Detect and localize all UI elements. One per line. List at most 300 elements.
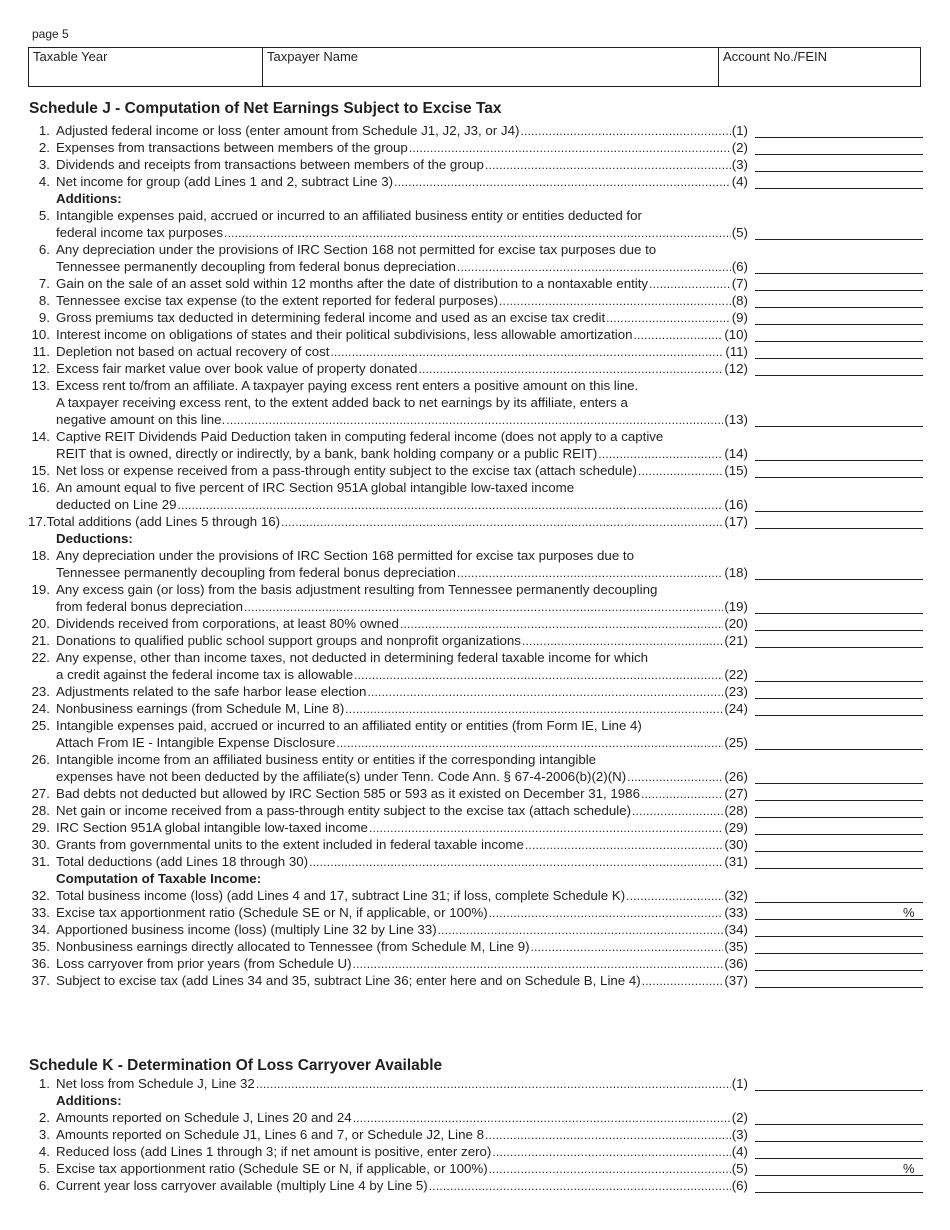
amount-entry-field[interactable] xyxy=(755,171,923,172)
dot-leader xyxy=(429,1177,731,1195)
amount-entry-field[interactable] xyxy=(755,936,923,937)
line-continuation-row xyxy=(0,241,950,258)
dot-leader xyxy=(418,360,723,378)
dot-leader xyxy=(606,309,731,327)
dot-leader xyxy=(281,513,723,531)
line-leader-group xyxy=(56,224,748,242)
dot-leader xyxy=(178,496,724,514)
line-leader-group xyxy=(56,1126,748,1144)
line-ref: (33) xyxy=(724,905,748,920)
amount-entry-field[interactable] xyxy=(755,902,923,903)
line-text: Attach From IE - Intangible Expense Disclosure xyxy=(56,735,336,750)
amount-entry-field[interactable] xyxy=(755,324,923,325)
line-number: 29. xyxy=(31,820,50,835)
line-leader-group xyxy=(56,700,748,718)
schedule-j-lines xyxy=(0,122,950,989)
line-leader-group xyxy=(56,292,748,310)
dot-leader xyxy=(244,598,723,616)
line-ref: (5) xyxy=(731,1161,748,1176)
line-description xyxy=(56,802,748,820)
line-continuation-row xyxy=(0,649,950,666)
line-text: REIT that is owned, directly or indirectly, by a bank, bank holding company or a public REIT) xyxy=(56,446,598,461)
sublabel-text: Deductions: xyxy=(56,531,133,546)
line-text: Adjusted federal income or loss (enter amount from Schedule J1, J2, J3, or J4) xyxy=(56,123,520,138)
line-leader-group xyxy=(56,496,748,514)
amount-entry-field[interactable] xyxy=(755,1158,923,1159)
line-continuation-row xyxy=(0,428,950,445)
line-ref: (6) xyxy=(731,259,748,274)
line-leader-group xyxy=(56,139,748,157)
line-continuation-row xyxy=(0,581,950,598)
line-description xyxy=(56,734,748,752)
dot-leader xyxy=(626,887,723,905)
amount-entry-field[interactable] xyxy=(755,137,923,138)
dot-leader xyxy=(224,224,731,242)
amount-entry-field[interactable] xyxy=(755,953,923,954)
amount-entry-field[interactable] xyxy=(755,715,923,716)
line-description xyxy=(56,309,748,327)
dot-leader xyxy=(489,904,724,922)
line-text: Any depreciation under the provisions of IRC Section 168 permitted for excise tax purposes due to xyxy=(56,548,634,563)
line-leader-group xyxy=(56,836,748,854)
line-number: 21. xyxy=(31,633,50,648)
form-line xyxy=(0,734,950,751)
amount-entry-field[interactable] xyxy=(755,154,923,155)
line-leader-group xyxy=(56,343,748,361)
amount-entry-field[interactable] xyxy=(755,613,923,614)
amount-entry-field[interactable] xyxy=(755,375,923,376)
line-leader-group xyxy=(56,632,748,650)
line-description xyxy=(28,513,748,531)
line-description xyxy=(56,853,748,871)
header-box xyxy=(28,47,921,87)
amount-entry-field[interactable] xyxy=(755,511,923,512)
line-ref: (14) xyxy=(724,446,748,461)
line-number: 6. xyxy=(38,242,50,257)
amount-entry-field[interactable] xyxy=(755,647,923,648)
line-number: 5. xyxy=(38,1161,50,1176)
percent-sign: % xyxy=(903,1161,915,1176)
dot-leader xyxy=(409,139,731,157)
line-ref: (30) xyxy=(724,837,748,852)
line-text: Grants from governmental units to the extent included in federal taxable income xyxy=(56,837,524,852)
form-line xyxy=(0,904,950,921)
amount-entry-field[interactable] xyxy=(755,579,923,580)
line-text: Adjustments related to the safe harbor lease election xyxy=(56,684,367,699)
line-number: 10. xyxy=(31,327,50,342)
line-text: Expenses from transactions between members of the group xyxy=(56,140,408,155)
line-leader-group xyxy=(56,785,748,803)
line-ref: (4) xyxy=(731,1144,748,1159)
line-ref: (9) xyxy=(731,310,748,325)
line-leader-group xyxy=(56,445,748,463)
form-line xyxy=(0,496,950,513)
line-text: Dividends and receipts from transactions between members of the group xyxy=(56,157,484,172)
amount-entry-field[interactable] xyxy=(755,970,923,971)
line-description xyxy=(56,819,748,837)
section-sublabel xyxy=(0,870,950,887)
line-text: federal income tax purposes xyxy=(56,225,224,240)
line-ref: (10) xyxy=(724,327,748,342)
form-line xyxy=(0,802,950,819)
line-leader-group xyxy=(56,122,748,140)
line-continuation-row xyxy=(0,377,950,394)
line-number: 24. xyxy=(31,701,50,716)
line-number: 36. xyxy=(31,956,50,971)
amount-entry-field[interactable] xyxy=(755,817,923,818)
form-line xyxy=(0,224,950,241)
form-line xyxy=(0,615,950,632)
dot-leader xyxy=(345,700,723,718)
line-ref: (32) xyxy=(724,888,748,903)
line-description xyxy=(56,1177,748,1195)
line-leader-group xyxy=(56,1160,748,1178)
line-leader-group xyxy=(56,734,748,752)
amount-entry-field[interactable] xyxy=(755,1192,923,1193)
amount-entry-field[interactable] xyxy=(755,851,923,852)
line-description xyxy=(56,598,748,616)
schedule-k-title: Schedule K - Determination Of Loss Carryover Available xyxy=(29,1057,443,1074)
amount-entry-field[interactable] xyxy=(755,698,923,699)
line-leader-group xyxy=(56,1177,748,1195)
schedule-k-lines xyxy=(0,1075,950,1194)
line-leader-group xyxy=(56,938,748,956)
line-ref: (37) xyxy=(724,973,748,988)
line-continuation-row xyxy=(0,394,950,411)
line-leader-group xyxy=(56,258,748,276)
amount-entry-field[interactable] xyxy=(755,188,923,189)
amount-entry-field[interactable] xyxy=(755,1141,923,1142)
line-text: Gain on the sale of an asset sold within 12 months after the date of distribution to a nontaxable entity xyxy=(56,276,649,291)
amount-entry-field[interactable] xyxy=(755,834,923,835)
line-leader-group xyxy=(56,666,748,684)
form-line xyxy=(0,564,950,581)
line-text: expenses have not been deducted by the affiliate(s) under Tenn. Code Ann. § 67-4-2006(b)(2)(N) xyxy=(56,769,627,784)
line-text: 17.Total additions (add Lines 5 through 16) xyxy=(28,514,281,529)
line-number: 16. xyxy=(31,480,50,495)
line-ref: (5) xyxy=(731,225,748,240)
section-sublabel xyxy=(0,190,950,207)
dot-leader xyxy=(331,343,725,361)
amount-entry-field[interactable] xyxy=(755,1090,923,1091)
line-text: An amount equal to five percent of IRC Section 951A global intangible low-taxed income xyxy=(56,480,575,495)
form-line xyxy=(0,258,950,275)
page-number: page 5 xyxy=(32,27,69,41)
dot-leader xyxy=(400,615,723,633)
line-text: Intangible expenses paid, accrued or incurred to an affiliated entity or entities (from Form IE, Line 4) xyxy=(56,718,642,733)
line-description xyxy=(56,445,748,463)
amount-entry-field[interactable] xyxy=(755,800,923,801)
line-ref: (7) xyxy=(731,276,748,291)
dot-leader xyxy=(632,802,723,820)
dot-leader xyxy=(485,1126,731,1144)
form-line xyxy=(0,819,950,836)
amount-entry-field[interactable] xyxy=(755,290,923,291)
amount-entry-field[interactable] xyxy=(755,987,923,988)
line-text: Current year loss carryover available (multiply Line 4 by Line 5) xyxy=(56,1178,428,1193)
amount-entry-field[interactable] xyxy=(755,426,923,427)
line-text: Any expense, other than income taxes, not deducted in determining federal taxable income for which xyxy=(56,650,649,665)
amount-entry-field[interactable] xyxy=(755,307,923,308)
line-leader-group xyxy=(56,462,748,480)
line-text: Loss carryover from prior years (from Schedule U) xyxy=(56,956,352,971)
line-text: Apportioned business income (loss) (multiply Line 32 by Line 33) xyxy=(56,922,437,937)
line-ref: (21) xyxy=(724,633,748,648)
line-description xyxy=(56,700,748,718)
line-text: Net loss from Schedule J, Line 32 xyxy=(56,1076,255,1091)
line-leader-group xyxy=(56,173,748,191)
form-line xyxy=(0,666,950,683)
form-line xyxy=(0,1143,950,1160)
line-ref: (17) xyxy=(724,514,748,529)
line-text: Reduced loss (add Lines 1 through 3; if net amount is positive, enter zero) xyxy=(56,1144,492,1159)
line-leader-group xyxy=(56,326,748,344)
dot-leader xyxy=(638,462,723,480)
line-text: from federal bonus depreciation xyxy=(56,599,244,614)
line-text: Any depreciation under the provisions of IRC Section 168 not permitted for excise tax purposes due to xyxy=(56,242,657,257)
line-leader-group xyxy=(56,683,748,701)
form-line xyxy=(0,632,950,649)
line-text: Donations to qualified public school support groups and nonprofit organizations xyxy=(56,633,521,648)
line-description xyxy=(56,564,748,582)
line-text: Nonbusiness earnings (from Schedule M, Line 8) xyxy=(56,701,345,716)
line-continuation-row xyxy=(0,479,950,496)
line-number: 12. xyxy=(31,361,50,376)
form-line xyxy=(0,955,950,972)
line-description xyxy=(56,921,748,939)
line-leader-group xyxy=(56,1075,748,1093)
line-text: Intangible income from an affiliated business entity or entities if the corresponding intangible xyxy=(56,752,597,767)
line-ref: (22) xyxy=(724,667,748,682)
amount-entry-field[interactable] xyxy=(755,460,923,461)
form-line xyxy=(0,309,950,326)
dot-leader xyxy=(367,683,723,701)
amount-entry-field[interactable] xyxy=(755,783,923,784)
line-text: negative amount on this line. xyxy=(56,412,226,427)
line-text: A taxpayer receiving excess rent, to the extent added back to net earnings by its affiliate, enters a xyxy=(56,395,628,410)
form-line xyxy=(0,938,950,955)
line-ref: (27) xyxy=(724,786,748,801)
line-number: 1. xyxy=(38,1076,50,1091)
dot-leader xyxy=(485,156,731,174)
line-description xyxy=(56,156,748,174)
line-ref: (2) xyxy=(731,1110,748,1125)
line-ref: (26) xyxy=(724,769,748,784)
line-number: 5. xyxy=(38,208,50,223)
line-number: 23. xyxy=(31,684,50,699)
sublabel-text: Computation of Taxable Income: xyxy=(56,871,262,886)
amount-entry-field[interactable] xyxy=(755,477,923,478)
line-number: 2. xyxy=(38,140,50,155)
line-number: 15. xyxy=(31,463,50,478)
line-text: Excise tax apportionment ratio (Schedule SE or N, if applicable, or 100%) xyxy=(56,1161,488,1176)
dot-leader xyxy=(394,173,731,191)
form-line xyxy=(0,887,950,904)
line-text: Nonbusiness earnings directly allocated to Tennessee (from Schedule M, Line 9) xyxy=(56,939,530,954)
line-number: 37. xyxy=(31,973,50,988)
account-no-field[interactable] xyxy=(719,48,920,86)
dot-leader xyxy=(353,955,724,973)
line-leader-group xyxy=(56,411,748,429)
line-number: 22. xyxy=(31,650,50,665)
line-leader-group xyxy=(56,615,748,633)
line-ref: (6) xyxy=(731,1178,748,1193)
line-number: 31. xyxy=(31,854,50,869)
line-description xyxy=(56,1160,748,1178)
line-number: 19. xyxy=(31,582,50,597)
line-ref: (12) xyxy=(724,361,748,376)
line-description xyxy=(56,1143,748,1161)
amount-entry-field[interactable] xyxy=(755,1124,923,1125)
line-leader-group xyxy=(56,360,748,378)
line-description xyxy=(56,360,748,378)
form-line xyxy=(0,768,950,785)
line-number: 20. xyxy=(31,616,50,631)
dot-leader xyxy=(634,326,724,344)
amount-entry-field[interactable] xyxy=(755,868,923,869)
line-leader-group xyxy=(56,598,748,616)
dot-leader xyxy=(309,853,723,871)
line-ref: (13) xyxy=(724,412,748,427)
dot-leader xyxy=(457,258,731,276)
line-ref: (20) xyxy=(724,616,748,631)
line-number: 4. xyxy=(38,174,50,189)
amount-entry-field[interactable] xyxy=(755,528,923,529)
line-ref: (19) xyxy=(724,599,748,614)
line-ref: (35) xyxy=(724,939,748,954)
line-description xyxy=(56,411,748,429)
line-ref: (28) xyxy=(724,803,748,818)
line-number: 8. xyxy=(38,293,50,308)
line-number: 6. xyxy=(38,1178,50,1193)
line-ref: (31) xyxy=(724,854,748,869)
line-text: Amounts reported on Schedule J1, Lines 6 and 7, or Schedule J2, Line 8 xyxy=(56,1127,485,1142)
line-ref: (23) xyxy=(724,684,748,699)
line-text: IRC Section 951A global intangible low-taxed income xyxy=(56,820,368,835)
line-description xyxy=(56,785,748,803)
line-description xyxy=(56,938,748,956)
amount-entry-field[interactable] xyxy=(755,681,923,682)
line-ref: (1) xyxy=(731,123,748,138)
form-line xyxy=(0,683,950,700)
line-ref: (16) xyxy=(724,497,748,512)
dot-leader xyxy=(369,819,723,837)
form-line xyxy=(0,836,950,853)
line-description xyxy=(56,904,748,922)
line-ref: (11) xyxy=(725,344,748,359)
line-text: Captive REIT Dividends Paid Deduction taken in computing federal income (does not apply to a captive xyxy=(56,429,664,444)
line-ref: (3) xyxy=(731,157,748,172)
line-description xyxy=(56,615,748,633)
line-text: deducted on Line 29 xyxy=(56,497,177,512)
line-text: Intangible expenses paid, accrued or incurred to an affiliated business entity or entities deducted for xyxy=(56,208,642,223)
line-number: 28. xyxy=(31,803,50,818)
amount-entry-field[interactable] xyxy=(755,358,923,359)
line-text: Dividends received from corporations, at least 80% owned xyxy=(56,616,399,631)
form-line xyxy=(0,598,950,615)
line-description xyxy=(56,666,748,684)
form-line xyxy=(0,1126,950,1143)
dot-leader xyxy=(649,275,731,293)
amount-entry-field[interactable] xyxy=(755,1175,923,1176)
form-line xyxy=(0,343,950,360)
line-continuation-row xyxy=(0,547,950,564)
dot-leader xyxy=(499,292,731,310)
line-description xyxy=(56,972,748,990)
line-leader-group xyxy=(56,955,748,973)
dot-leader xyxy=(336,734,723,752)
line-number: 4. xyxy=(38,1144,50,1159)
line-description xyxy=(56,496,748,514)
line-number: 33. xyxy=(31,905,50,920)
taxable-year-field[interactable] xyxy=(29,48,263,86)
amount-entry-field[interactable] xyxy=(755,239,923,240)
line-leader-group xyxy=(56,768,748,786)
dot-leader xyxy=(489,1160,731,1178)
amount-entry-field[interactable] xyxy=(755,630,923,631)
line-description xyxy=(56,836,748,854)
line-description xyxy=(56,258,748,276)
line-number: 1. xyxy=(38,123,50,138)
dot-leader xyxy=(256,1075,731,1093)
amount-entry-field[interactable] xyxy=(755,341,923,342)
line-text: Excess fair market value over book value of property donated xyxy=(56,361,418,376)
line-leader-group xyxy=(56,904,748,922)
line-text: Any excess gain (or loss) from the basis adjustment resulting from Tennessee permanently decoupling xyxy=(56,582,658,597)
line-leader-group xyxy=(56,887,748,905)
line-description xyxy=(56,1109,748,1127)
line-text: Net loss or expense received from a pass-through entity subject to the excise tax (attach schedule) xyxy=(56,463,637,478)
line-leader-group xyxy=(56,1143,748,1161)
amount-entry-field[interactable] xyxy=(755,273,923,274)
line-ref: (34) xyxy=(724,922,748,937)
line-text: Tennessee excise tax expense (to the extent reported for federal purposes) xyxy=(56,293,499,308)
form-line xyxy=(0,275,950,292)
taxpayer-name-field[interactable] xyxy=(263,48,719,86)
form-line xyxy=(0,1109,950,1126)
line-text: Net gain or income received from a pass-through entity subject to the excise tax (attach schedule) xyxy=(56,803,632,818)
form-line xyxy=(0,1075,950,1092)
line-ref: (8) xyxy=(731,293,748,308)
dot-leader xyxy=(531,938,724,956)
line-number: 3. xyxy=(38,1127,50,1142)
line-text: Gross premiums tax deducted in determining federal income and used as an excise tax credit xyxy=(56,310,606,325)
line-description xyxy=(56,768,748,786)
line-description xyxy=(56,326,748,344)
form-line xyxy=(0,462,950,479)
form-line xyxy=(0,292,950,309)
line-continuation-row xyxy=(0,207,950,224)
line-number: 30. xyxy=(31,837,50,852)
line-number: 26. xyxy=(31,752,50,767)
dot-leader xyxy=(520,122,730,140)
line-description xyxy=(56,139,748,157)
line-continuation-row xyxy=(0,717,950,734)
form-line xyxy=(0,445,950,462)
form-line xyxy=(0,173,950,190)
form-line xyxy=(0,972,950,989)
dot-leader xyxy=(642,972,724,990)
amount-entry-field[interactable] xyxy=(755,919,923,920)
form-line xyxy=(0,139,950,156)
form-line xyxy=(0,700,950,717)
line-number: 7. xyxy=(38,276,50,291)
line-leader-group xyxy=(56,309,748,327)
form-line xyxy=(0,921,950,938)
amount-entry-field[interactable] xyxy=(755,749,923,750)
dot-leader xyxy=(598,445,723,463)
line-description xyxy=(56,173,748,191)
